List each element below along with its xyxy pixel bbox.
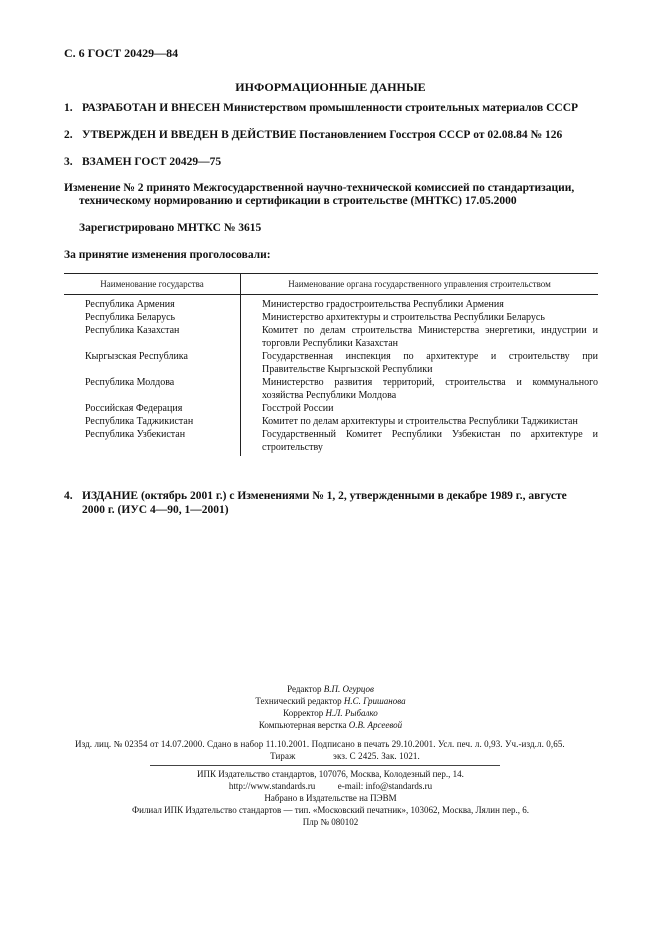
- change-line-1: Изменение № 2 принято Межгосударственной научно-технической комиссией по стандартизации,: [64, 182, 575, 194]
- section-title: ИНФОРМАЦИОННЫЕ ДАННЫЕ: [235, 80, 426, 94]
- credit-role: Редактор: [287, 684, 322, 694]
- credit-name: О.В. Арсеевой: [348, 720, 403, 730]
- table-row: [64, 415, 598, 428]
- table-row: [64, 350, 598, 376]
- organ-cell: Государственный Комитет Республики Узбекистан по архитектуре и строительству: [262, 429, 598, 453]
- table-body: [64, 295, 598, 456]
- publisher-line-4: Филиал ИПК Издательство стандартов — тип. «Московский печатник», 103062, Москва, Лялин пер., 6.: [132, 805, 529, 815]
- imprint-block: [75, 738, 615, 762]
- imprint-line-1: Изд. лиц. № 02354 от 14.07.2000. Сдано в набор 11.10.2001. Подписано в печать 29.10.2001. Усл. печ. л. 0,93. Уч.-изд.л. 0,65.: [75, 739, 565, 749]
- item-text: УТВЕРЖДЕН И ВВЕДЕН В ДЕЙСТВИЕ Постановлением Госстроя СССР от 02.08.84 № 126: [82, 129, 563, 141]
- state-cell: Республика Узбекистан: [64, 428, 241, 456]
- registration-note: Зарегистрировано МНТКС № 3615: [79, 222, 262, 234]
- votes-heading: За принятие изменения проголосовали:: [64, 249, 271, 261]
- table-row: [64, 402, 598, 415]
- credit-name: Н.С. Гришанова: [343, 696, 406, 706]
- table-row: [64, 324, 598, 350]
- publisher-line-5: Плр № 080102: [302, 817, 359, 827]
- info-item-3: [64, 155, 221, 169]
- info-item-2: [64, 128, 562, 142]
- item-text: ВЗАМЕН ГОСТ 20429—75: [82, 156, 222, 168]
- credit-role: Компьютерная верстка: [258, 720, 347, 730]
- header-organ: Наименование органа государственного управления строительством: [288, 279, 551, 289]
- info-item-4: [64, 489, 604, 517]
- organ-cell: Министерство градостроительства Республики Армения: [262, 299, 504, 310]
- item-number: 2.: [64, 129, 73, 141]
- table-header: [64, 273, 598, 295]
- table-row: [64, 376, 598, 402]
- imprint-line-2: Тираж экз. С 2425. Зак. 1021.: [270, 751, 420, 761]
- organ-cell: Комитет по делам архитектуры и строительства Республики Таджикистан: [262, 416, 578, 427]
- item-number: 1.: [64, 102, 73, 114]
- state-cell: Кыргызская Республика: [64, 350, 241, 376]
- item4-line-1: ИЗДАНИЕ (октябрь 2001 г.) с Изменениями № 1, 2, утвержденными в декабре 1989 г., августе: [82, 490, 567, 502]
- publisher-line-3: Набрано в Издательстве на ПЭВМ: [264, 793, 397, 803]
- header-state: Наименование государства: [64, 274, 241, 294]
- table-row: [64, 295, 598, 311]
- credit-line: [0, 719, 661, 731]
- divider: [150, 765, 500, 766]
- credit-line: [0, 707, 661, 719]
- change-line-2: техническому нормированию и сертификации в строительстве (МНТКС) 17.05.2000: [79, 195, 517, 207]
- organ-cell: Министерство архитектуры и строительства Республики Беларусь: [262, 312, 545, 323]
- item-number: 4.: [64, 490, 73, 502]
- change-paragraph: [64, 182, 604, 208]
- item-text: РАЗРАБОТАН И ВНЕСЕН Министерством промышленности строительных материалов СССР: [82, 102, 579, 114]
- organ-cell: Комитет по делам строительства Министерства энергетики, индустрии и торговли Республики Казахстан: [262, 325, 598, 349]
- credit-line: [0, 683, 661, 695]
- state-cell: Республика Таджикистан: [64, 415, 241, 428]
- state-cell: Российская Федерация: [64, 402, 241, 415]
- table-row: [64, 428, 598, 456]
- credit-line: [0, 695, 661, 707]
- credit-role: Технический редактор: [255, 696, 342, 706]
- item-number: 3.: [64, 156, 73, 168]
- publisher-block: [0, 768, 661, 828]
- state-cell: Республика Казахстан: [64, 324, 241, 350]
- state-cell: Республика Беларусь: [64, 311, 241, 324]
- publisher-line-2: http://www.standards.ru e-mail: info@standards.ru: [228, 781, 433, 791]
- state-cell: Республика Молдова: [64, 376, 241, 402]
- page-header: С. 6 ГОСТ 20429—84: [64, 46, 179, 60]
- credit-role: Корректор: [283, 708, 324, 718]
- publisher-line-1: ИПК Издательство стандартов, 107076, Москва, Колодезный пер., 14.: [197, 769, 464, 779]
- organ-cell: Государственная инспекция по архитектуре и строительству при Правительстве Кыргызской Республики: [262, 351, 598, 375]
- organ-cell: Госстрой России: [262, 403, 334, 414]
- info-item-1: [64, 101, 578, 115]
- votes-table: [64, 273, 598, 456]
- item4-line-2: 2000 г. (ИУС 4—90, 1—2001): [82, 504, 229, 516]
- state-cell: Республика Армения: [64, 295, 241, 311]
- credit-name: Н.Л. Рыбалко: [325, 708, 378, 718]
- credits-block: [0, 683, 661, 731]
- organ-cell: Министерство развития территорий, строительства и коммунального хозяйства Республики Молдова: [262, 377, 598, 401]
- credit-name: В.П. Огурцов: [323, 684, 374, 694]
- table-row: [64, 311, 598, 324]
